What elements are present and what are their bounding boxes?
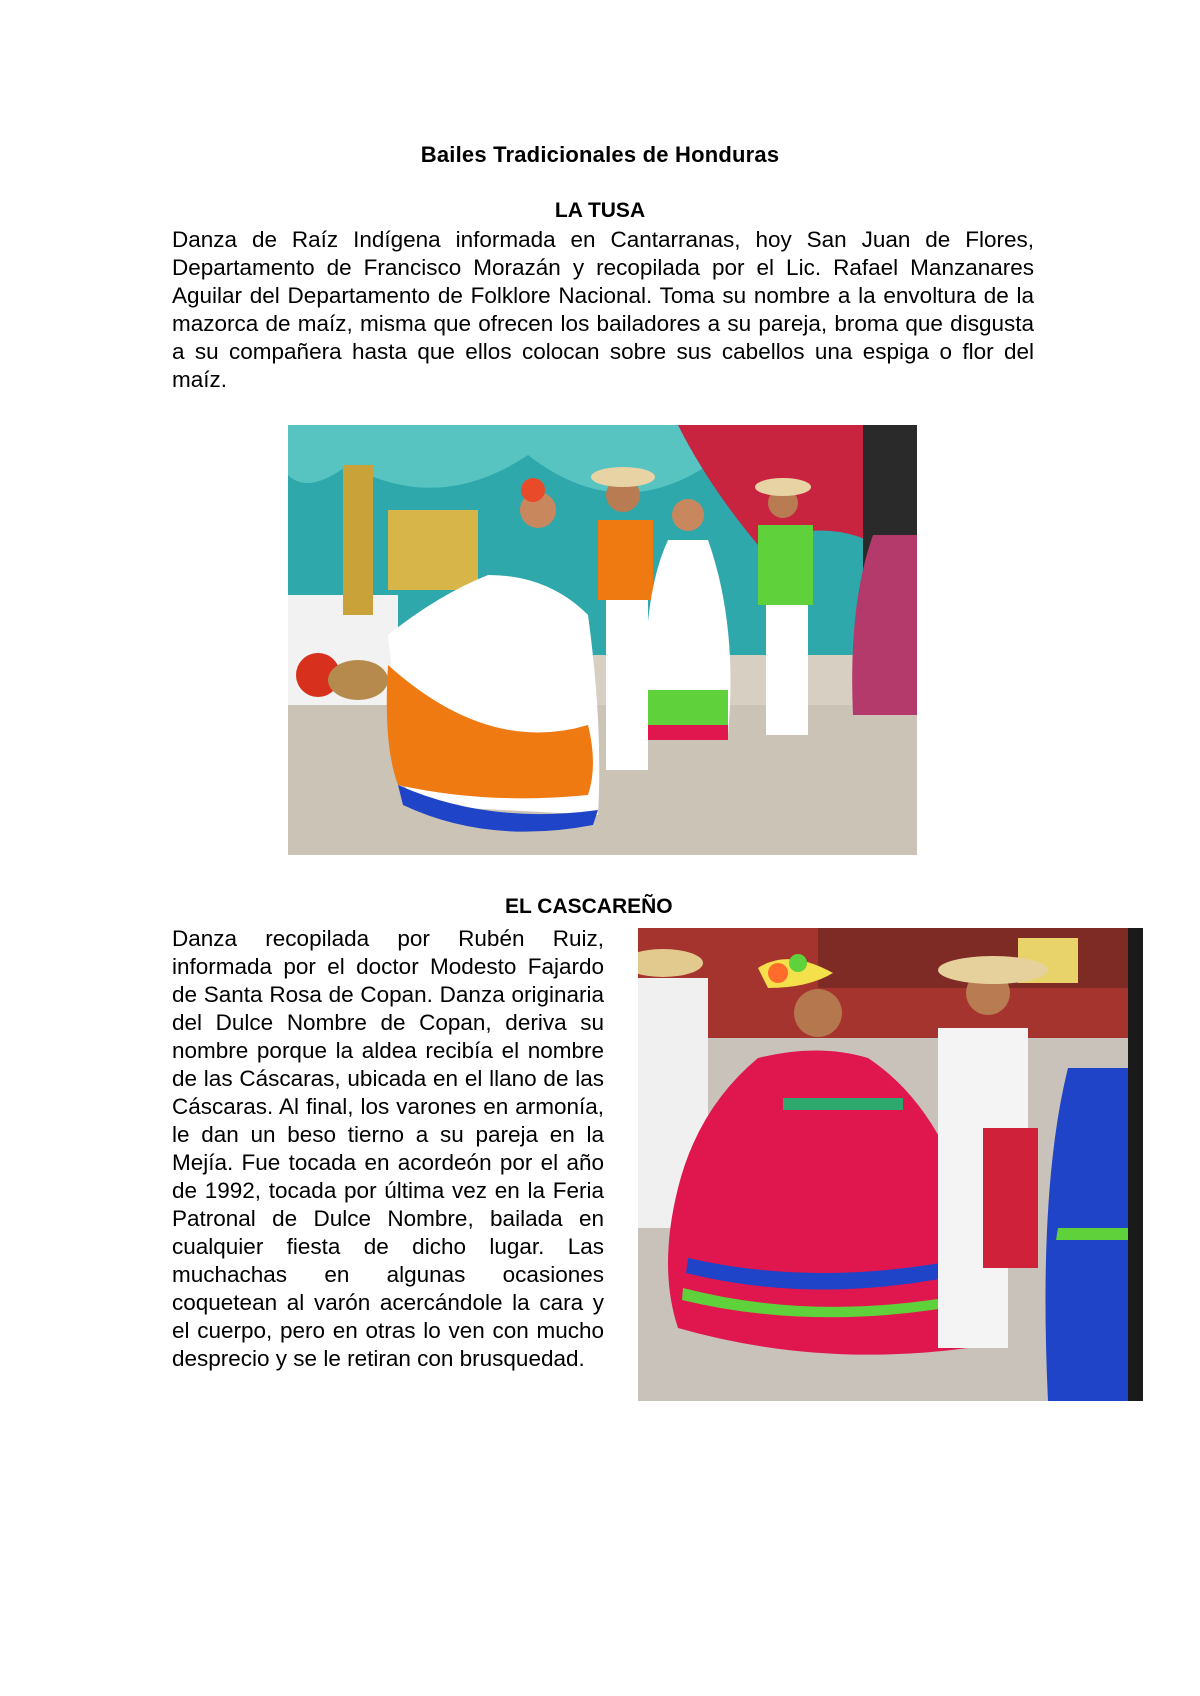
section-heading-la-tusa: LA TUSA	[554, 199, 646, 222]
dancers-photo-icon	[638, 928, 1143, 1401]
section-text-la-tusa: Danza de Raíz Indígena informada en Cantarranas, hoy San Juan de Flores, Departamento de Francisco Morazán y recopilada por el Lic. Rafael Manzanares Aguilar del Departamento de Folklore Nacional. Toma su nombre a la envoltura de la mazorca de maíz, misma que ofrecen los bailadores a su pareja, broma que disgusta a su compañera hasta que ellos colocan sobre sus cabellos una espiga o flor del maíz.	[172, 227, 1034, 392]
section-heading-el-cascareno: EL CASCAREÑO	[505, 895, 673, 918]
document-title: Bailes Tradicionales de Honduras	[420, 142, 780, 167]
la-tusa-dancers-photo	[288, 425, 917, 855]
section-text-el-cascareno: Danza recopilada por Rubén Ruiz, informada por el doctor Modesto Fajardo de Santa Rosa de Copan. Danza originaria del Dulce Nombre de Copan, deriva su nombre porque la aldea recibía el nombre de las Cáscaras, ubicada en el llano de las Cáscaras. Al final, los varones en armonía, le dan un beso tierno a su pareja en la Mejía. Fue tocada en acordeón por el año de 1992, tocada por última vez en la Feria Patronal de Dulce Nombre, bailada en cualquier fiesta de dicho lugar. Las muchachas en algunas ocasiones coquetean al varón acercándole la cara y el cuerpo, pero en otras lo ven con mucho desprecio y se le retiran con brusquedad.	[172, 926, 604, 1371]
dancers-photo-icon	[288, 425, 917, 855]
el-cascareno-dancers-photo	[638, 928, 1143, 1401]
